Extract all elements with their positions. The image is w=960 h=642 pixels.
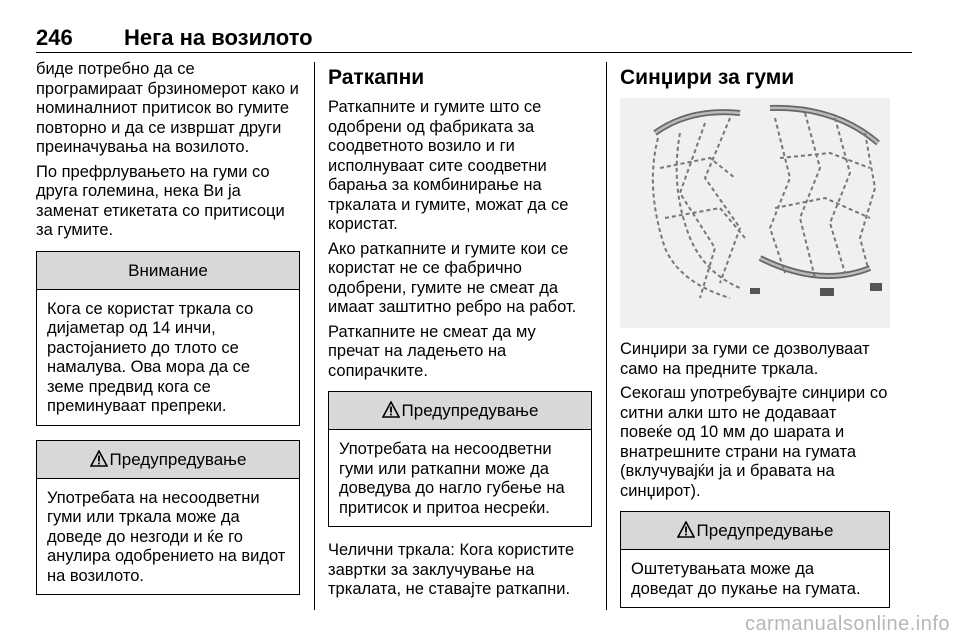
warning-text: Употребата на несоодветни гуми или раткапни може да доведува до нагло губење на притисок и притоа несреќи. — [339, 440, 565, 517]
column-divider-1 — [314, 62, 315, 610]
page-number: 246 — [36, 25, 73, 50]
paragraph: Раткапните не смеат да му пречат на ладењето на сопирачките. — [328, 322, 536, 380]
paragraph: Челични тркала: Кога користите завртки за заклучување на тркалата, не ставајте раткапни. — [328, 541, 575, 598]
warning-text: Употребата на несоодветни гуми или тркала може да доведе до незгоди и ќе го анулира одобрението на видот на возилото. — [47, 488, 286, 585]
column-divider-2 — [606, 62, 607, 610]
warning-title: Предупредување — [696, 521, 834, 540]
notice-title: Внимание — [37, 252, 299, 290]
paragraph: Секогаш употребувајте синџири со ситни алки што не додаваат повеќе од 10 мм до шарата и внатрешните страни на гумата (вклучувајќи ја и бравата на синџирот). — [620, 384, 888, 500]
paragraph: Раткапните и гумите што се одобрени од фабриката за соодветното возило и ги исполнуваат сите соодветни барања за комбинирање на тркалата и гумите, можат да се користат. — [328, 98, 569, 233]
warning-triangle-icon — [677, 521, 695, 538]
chapter-title: Нега на возилото — [124, 25, 313, 50]
warning-header — [329, 392, 591, 430]
warning-triangle-icon — [90, 450, 108, 467]
paragraph: Ако раткапните и гумите кои се користат не се фабрично одобрени, гумите не смеат да имаат заштитно ребро на работ. — [328, 239, 577, 316]
warning-text: Оштетувањата може да доведат до пукање на гумата. — [631, 560, 861, 598]
column-2 — [328, 60, 592, 605]
section-heading: Синџири за гуми — [620, 66, 795, 89]
page-header — [36, 22, 912, 53]
warning-title: Предупредување — [109, 449, 247, 469]
section-heading: Раткапни — [328, 66, 425, 89]
column-3 — [620, 60, 890, 622]
warning-box — [620, 511, 890, 608]
warning-triangle-icon — [382, 401, 400, 418]
paragraph: биде потребно да се програмираат брзиномерот како и номиналниот притисок во гумите повторно и да се извршат други преиначувања на возилото. — [36, 60, 299, 156]
paragraph: По префрлувањето на гуми со друга големина, нека Ви ја заменат етикетата со притисоци за гумите. — [36, 162, 285, 239]
warning-box — [328, 391, 592, 527]
tire-chains-drawing — [620, 98, 890, 328]
tire-chains-illustration — [620, 98, 890, 328]
warning-header — [621, 512, 889, 550]
paragraph: Синџири за гуми се дозволуваат само на предните тркала. — [620, 340, 870, 378]
notice-text: Кога се користат тркала со дијаметар од 14 инчи, растојанието до тлото се намалува. Ова мора да се земе предвид кога се преминуваат препреки. — [47, 299, 254, 415]
warning-box — [36, 440, 300, 596]
column-1 — [36, 60, 300, 609]
notice-box — [36, 251, 300, 426]
warning-title: Предупредување — [401, 401, 539, 420]
warning-header — [37, 441, 299, 479]
watermark: carmanualsonline.info — [744, 613, 950, 635]
